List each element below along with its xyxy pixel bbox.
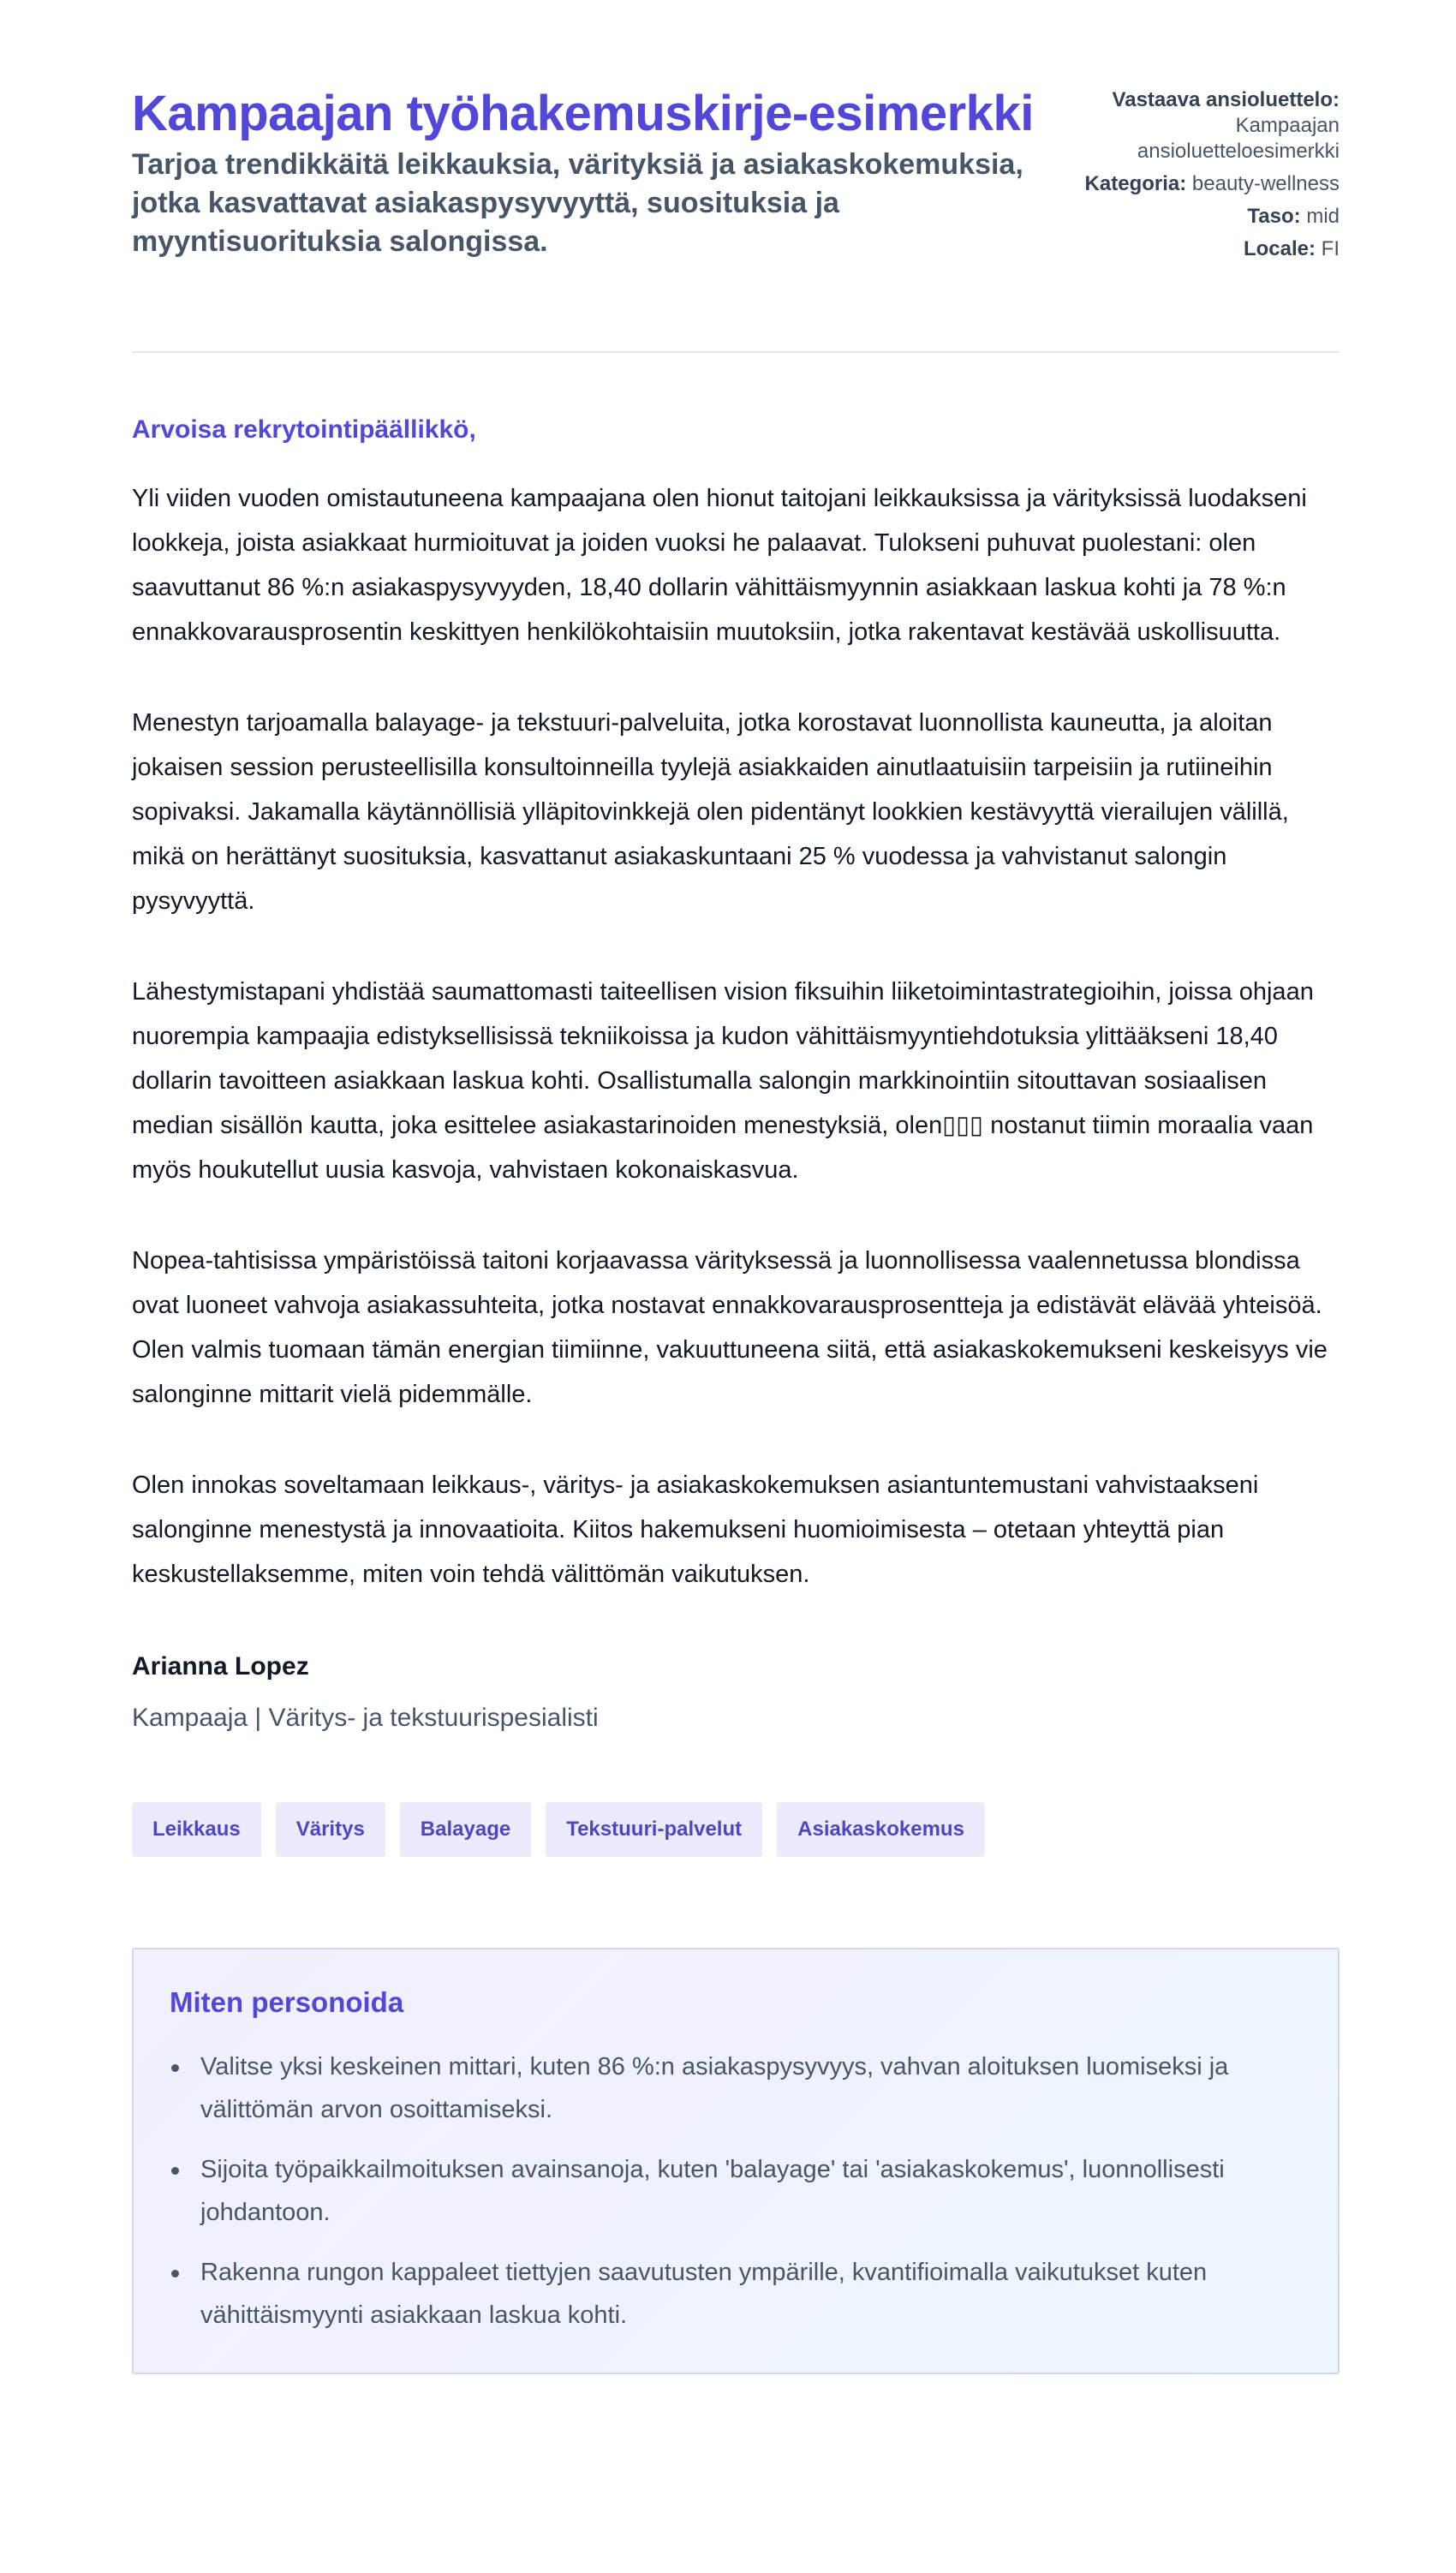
meta-locale-label: Locale: (1243, 237, 1316, 260)
meta-panel (1065, 86, 1340, 269)
page-header (132, 86, 1340, 351)
meta-level-value: mid (1306, 205, 1340, 228)
meta-resume (1065, 87, 1340, 164)
skill-tag: Balayage (400, 1802, 531, 1857)
letter-paragraph: Lähestymistapani yhdistää saumattomasti taiteellisen vision fiksuihin liiketoimintastrategioihin, joissa ohjaan nuorempia kampaajia edistyksellisissä tekniikoissa ja kudon vähittäismyyntiehdotuksia ylittääkseni 18,40 dollarin tavoitteen asiakkaan laskua kohti. Osallistumalla salongin markkinointiin sitouttavan sosiaalisen median sisällön kautta, joka esittelee asiakastarinoiden menestyksiä, olen▯▯▯ nostanut tiimin moraalia vaan myös houkutellut uusia kasvoja, vahvistaen kokonaiskasvua. (132, 978, 1314, 1184)
meta-level (1065, 204, 1340, 230)
meta-level-label: Taso: (1247, 205, 1301, 228)
signature-role: Kampaaja | Väritys- ja tekstuurispesialisti (132, 1704, 599, 1732)
letter-paragraph: Nopea-tahtisissa ympäristöissä taitoni korjaavassa värityksessä ja luonnollisessa vaalennetussa blondissa ovat luoneet vahvoja asiakassuhteita, jotka nostavat ennakkovarausprosentteja ja edistävät elävää yhteisöä. Olen valmis tuomaan tämän energian tiimiinne, vakuuttuneena siitä, että asiakaskokemukseni keskeisyys vie salonginne mittarit vielä pidemmälle. (132, 1247, 1328, 1408)
header-divider (132, 351, 1340, 353)
letter-paragraph: Olen innokas soveltamaan leikkaus-, väritys- ja asiakaskokemuksen asiantuntemustani vahvistaakseni salonginne menestystä ja innovaatioita. Kiitos hakemukseni huomioimisesta – otetaan yhteyttä pian keskustellaksemme, miten voin tehdä välittömän vaikutuksen. (132, 1472, 1259, 1588)
page-title: Kampaajan työhakemuskirje-esimerkki (132, 86, 1034, 141)
personalization-tips-box (132, 1948, 1340, 2374)
skill-tags (132, 1802, 1340, 1857)
meta-category-value: beauty-wellness (1191, 172, 1340, 195)
page-subtitle: Tarjoa trendikkäitä leikkauksia, värityksiä ja asiakaskokemuksia, jotka kasvattavat asiakaspysyvyyttä, suosituksia ja myyntisuorituksia salongissa. (132, 148, 1023, 258)
tips-list (170, 2045, 1302, 2337)
cover-letter-page (132, 86, 1340, 2374)
letter-paragraph: Menestyn tarjoamalla balayage- ja tekstuuri-palveluita, jotka korostavat luonnollista kauneutta, ja aloitan jokaisen session perusteellisilla konsultoinneilla tyylejä asiakkaiden ainutlaatuisiin tarpeisiin ja rutiineihin sopivaksi. Jakamalla käytännöllisiä ylläpitovinkkejä olen pidentänyt lookkien kestävyyttä vierailujen välillä, mikä on herättänyt suosituksia, kasvattanut asiakaskuntaani 25 % vuodessa ja vahvistanut salongin pysyvyyttä. (132, 709, 1289, 915)
tips-title: Miten personoida (170, 1986, 404, 2018)
letter-body (132, 476, 1340, 1597)
title-block (132, 86, 1057, 261)
skill-tag: Asiakaskokemus (777, 1802, 985, 1857)
tips-list-item: Sijoita työpaikkailmoituksen avainsanoja, kuten 'balayage' tai 'asiakaskokemus', luonnollisesti johdantoon. (170, 2148, 1302, 2234)
signature-name: Arianna Lopez (132, 1652, 309, 1681)
meta-category (1065, 171, 1340, 197)
letter-greeting: Arvoisa rekrytointipäällikkö, (132, 415, 476, 444)
meta-resume-value[interactable]: Kampaajan ansioluetteloesimerkki (1137, 114, 1340, 163)
meta-resume-label: Vastaava ansioluettelo: (1112, 88, 1340, 111)
tips-list-item: Valitse yksi keskeinen mittari, kuten 86 %:n asiakaspysyvyys, vahvan aloituksen luomiseksi ja välittömän arvon osoittamiseksi. (170, 2045, 1302, 2131)
meta-locale-value: FI (1321, 237, 1340, 260)
skill-tag: Väritys (276, 1802, 385, 1857)
skill-tag: Leikkaus (132, 1802, 261, 1857)
skill-tag: Tekstuuri-palvelut (546, 1802, 762, 1857)
letter-paragraph: Yli viiden vuoden omistautuneena kampaajana olen hionut taitojani leikkauksissa ja värityksissä luodakseni lookkeja, joista asiakkaat hurmioituvat ja joiden vuoksi he palaavat. Tulokseni puhuvat puolestani: olen saavuttanut 86 %:n asiakaspysyvyyden, 18,40 dollarin vähittäismyynnin asiakkaan laskua kohti ja 78 %:n ennakkovarausprosentin keskittyen henkilökohtaisiin muutoksiin, jotka rakentavat kestävää uskollisuutta. (132, 485, 1307, 646)
meta-category-label: Kategoria: (1084, 172, 1187, 195)
tips-list-item: Rakenna rungon kappaleet tiettyjen saavutusten ympärille, kvantifioimalla vaikutukset kuten vähittäismyynti asiakkaan laskua kohti. (170, 2251, 1302, 2337)
meta-locale (1065, 236, 1340, 262)
